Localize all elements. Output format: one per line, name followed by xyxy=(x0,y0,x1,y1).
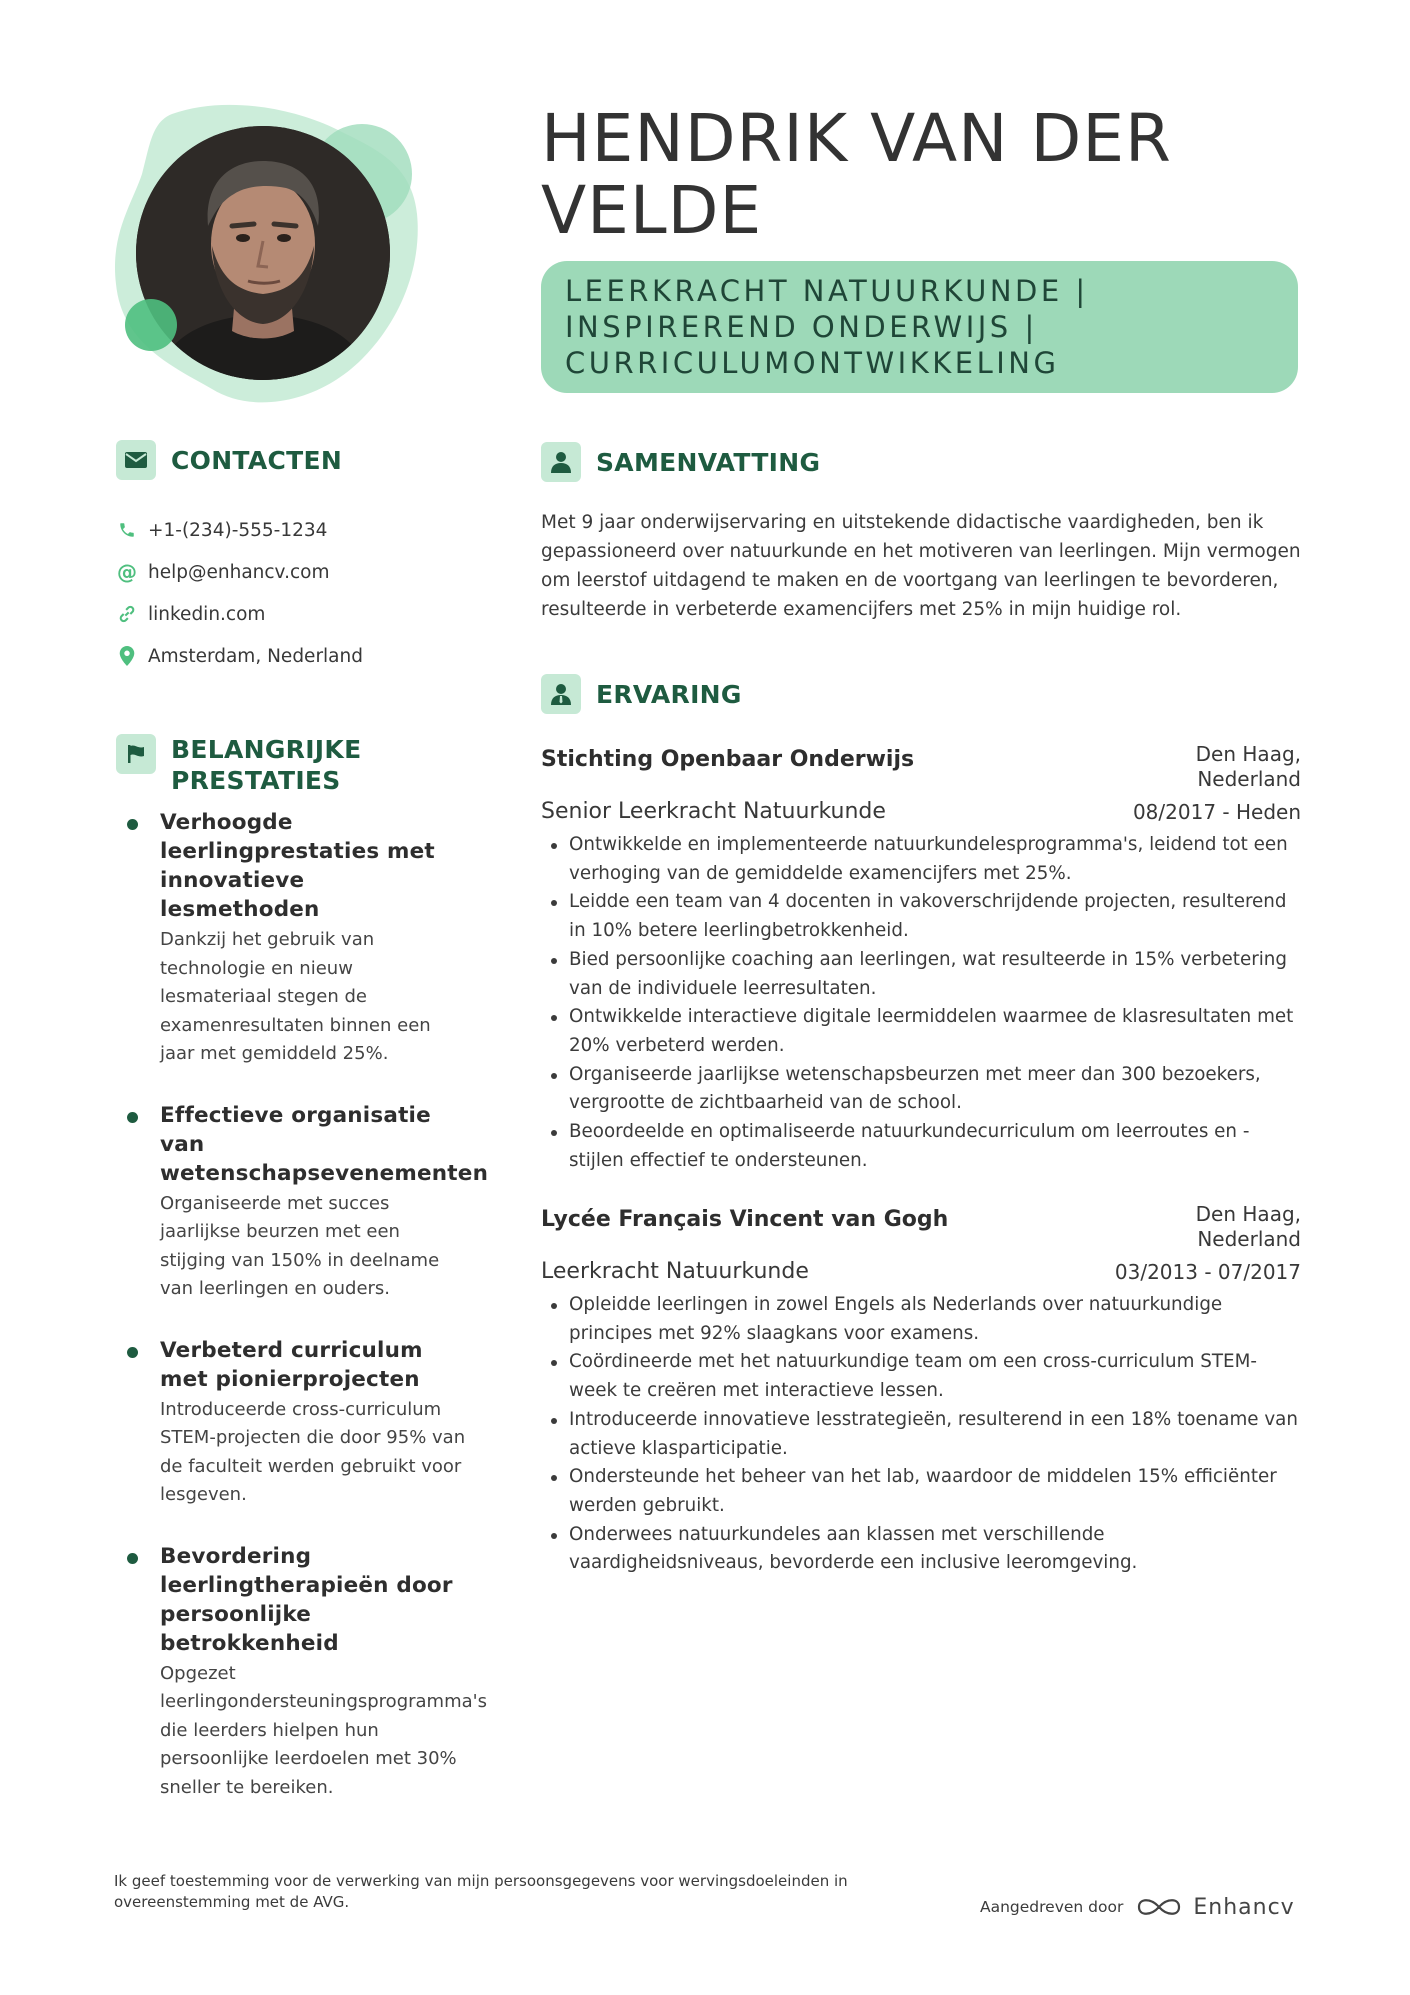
enhancv-logo-icon xyxy=(1135,1894,1183,1920)
powered-by-label: Aangedreven door xyxy=(980,1898,1124,1916)
job-location xyxy=(1196,742,1301,792)
job-role: Senior Leerkracht Natuurkunde xyxy=(541,799,886,824)
job-bullets xyxy=(541,831,1301,1175)
candidate-name xyxy=(541,100,1321,249)
section-achievements-header xyxy=(116,734,361,796)
achievement-text: Introduceerde cross-curriculum STEM-projecten die door 95% van de faculteit werden gebruikt voor lesgeven. xyxy=(160,1398,466,1505)
list-item xyxy=(116,1542,487,1803)
avatar xyxy=(136,126,390,380)
list-item: Bied persoonlijke coaching aan leerlingen, wat resulteerde in 15% verbetering van de individuele leerresultaten. xyxy=(547,946,1301,1003)
achievement-title: Effectieve organisatie van wetenschapsevenementen xyxy=(160,1102,489,1186)
achievement-text: Opgezet leerlingondersteuningsprogramma's die leerders hielpen hun persoonlijke leerdoelen met 30% sneller te bereiken. xyxy=(160,1662,487,1798)
location-pin-icon xyxy=(116,645,138,667)
contact-text: +1-(234)-555-1234 xyxy=(148,519,328,541)
job-role: Leerkracht Natuurkunde xyxy=(541,1259,809,1284)
list-item: Organiseerde jaarlijkse wetenschapsbeurzen met meer dan 300 bezoekers, vergrootte de zichtbaarheid van de school. xyxy=(547,1061,1301,1118)
link-icon xyxy=(116,603,138,625)
name-line-1: HENDRIK VAN DER xyxy=(541,100,1172,177)
company-name: Stichting Openbaar Onderwijs xyxy=(541,747,915,772)
profile-photo-group xyxy=(112,104,422,409)
phone-icon xyxy=(116,519,138,541)
list-item: Coördineerde met het natuurkundige team om een cross-curriculum STEM-week te creëren met interactieve lessen. xyxy=(547,1348,1301,1405)
section-title-line-1: BELANGRIJKE xyxy=(171,735,362,764)
bullet-dot xyxy=(127,1347,138,1358)
contact-text: linkedin.com xyxy=(148,603,266,625)
section-title-line-2: PRESTATIES xyxy=(171,766,341,795)
headline-line-2: INSPIREREND ONDERWIJS | xyxy=(565,310,1038,344)
decorative-dot xyxy=(125,299,177,351)
flag-icon xyxy=(116,734,156,774)
headline-line-1: LEERKRACHT NATUURKUNDE | xyxy=(565,274,1089,308)
company-name: Lycée Français Vincent van Gogh xyxy=(541,1207,949,1232)
section-summary-header xyxy=(541,442,820,482)
section-title: SAMENVATTING xyxy=(596,447,821,477)
section-title: ERVARING xyxy=(596,679,742,709)
achievement-title: Bevordering leerlingtherapieën door persoonlijke betrokkenheid xyxy=(160,1543,453,1656)
job-dates: 08/2017 - Heden xyxy=(1132,800,1301,824)
list-item xyxy=(116,808,476,1069)
list-item: Ondersteunde het beheer van het lab, waardoor de middelen 15% efficiënter werden gebruikt. xyxy=(547,1463,1301,1520)
location-line-2: Nederland xyxy=(1197,767,1301,791)
briefcase-user-icon xyxy=(541,674,581,714)
list-item: Introduceerde innovatieve lesstrategieën, resulterend in een 18% toename van actieve klasparticipatie. xyxy=(547,1406,1301,1463)
contact-text: Amsterdam, Nederland xyxy=(148,645,363,667)
brand-name[interactable]: Enhancv xyxy=(1193,1894,1295,1920)
job-location xyxy=(1196,1202,1301,1252)
list-item: Onderwees natuurkundeles aan klassen met verschillende vaardigheidsniveaus, bevorderde een inclusive leeromgeving. xyxy=(547,1521,1301,1578)
achievement-text: Dankzij het gebruik van technologie en nieuw lesmateriaal stegen de examenresultaten binnen een jaar met gemiddeld 25%. xyxy=(160,929,431,1064)
list-item xyxy=(116,1101,489,1304)
user-icon xyxy=(541,442,581,482)
list-item: Ontwikkelde en implementeerde natuurkundelesprogramma's, leidend tot een verhoging van de gemiddelde examencijfers met 25%. xyxy=(547,831,1301,888)
summary-text: Met 9 jaar onderwijservaring en uitstekende didactische vaardigheden, ben ik gepassioneerd over natuurkunde en het motiveren van leerlingen. Mijn vermogen om leerstof uitdagend te maken en de voortgang van leerlingen te bevorderen, resulteerde in verbeterde examencijfers met 25% in mijn huidige rol. xyxy=(541,512,1301,620)
job-bullets xyxy=(541,1291,1301,1578)
headline-box xyxy=(541,261,1298,393)
consent-text: Ik geef toestemming voor de verwerking van mijn persoonsgegevens voor wervingsdoeleinden in overeenstemming met de AVG. xyxy=(114,1872,848,1911)
envelope-icon xyxy=(116,440,156,480)
job-dates: 03/2013 - 07/2017 xyxy=(1114,1260,1301,1284)
location-line-2: Nederland xyxy=(1197,1227,1301,1251)
list-item xyxy=(116,1336,476,1510)
experience-entry xyxy=(541,1202,1301,1578)
experience-entry xyxy=(541,742,1301,1175)
list-item: Beoordeelde en optimaliseerde natuurkundecurriculum om leerroutes en -stijlen effectief te ondersteunen. xyxy=(547,1118,1301,1175)
contact-list xyxy=(116,509,363,677)
bullet-dot xyxy=(127,1112,138,1123)
section-title xyxy=(171,734,361,796)
achievement-text: Organiseerde met succes jaarlijkse beurzen met een stijging van 150% in deelname van leerlingen en ouders. xyxy=(160,1192,440,1299)
achievement-title: Verhoogde leerlingprestaties met innovatieve lesmethoden xyxy=(160,810,435,922)
section-title: CONTACTEN xyxy=(171,445,343,475)
location-line-1: Den Haag, xyxy=(1195,1202,1301,1226)
bullet-dot xyxy=(127,1553,138,1564)
contact-email[interactable] xyxy=(116,551,363,593)
powered-by xyxy=(980,1894,1295,1920)
list-item: Ontwikkelde interactieve digitale leermiddelen waarmee de klasresultaten met 20% verbeterd werden. xyxy=(547,1003,1301,1060)
headline-line-3: CURRICULUMONTWIKKELING xyxy=(565,346,1060,380)
contact-linkedin[interactable] xyxy=(116,593,363,635)
list-item: Leidde een team van 4 docenten in vakoverschrijdende projecten, resulterend in 10% betere leerlingbetrokkenheid. xyxy=(547,888,1301,945)
list-item: Opleidde leerlingen in zowel Engels als Nederlands over natuurkundige principes met 92% slaagkans voor examens. xyxy=(547,1291,1301,1348)
section-experience-header xyxy=(541,674,742,714)
contact-text: help@enhancv.com xyxy=(148,561,330,583)
contact-location xyxy=(116,635,363,677)
location-line-1: Den Haag, xyxy=(1195,742,1301,766)
at-icon: @ xyxy=(117,560,137,584)
section-contacts-header xyxy=(116,440,342,480)
achievements-list xyxy=(116,808,489,1834)
name-line-2: VELDE xyxy=(541,172,763,249)
contact-phone[interactable] xyxy=(116,509,363,551)
bullet-dot xyxy=(127,819,138,830)
achievement-title: Verbeterd curriculum met pionierprojecten xyxy=(160,1337,423,1392)
